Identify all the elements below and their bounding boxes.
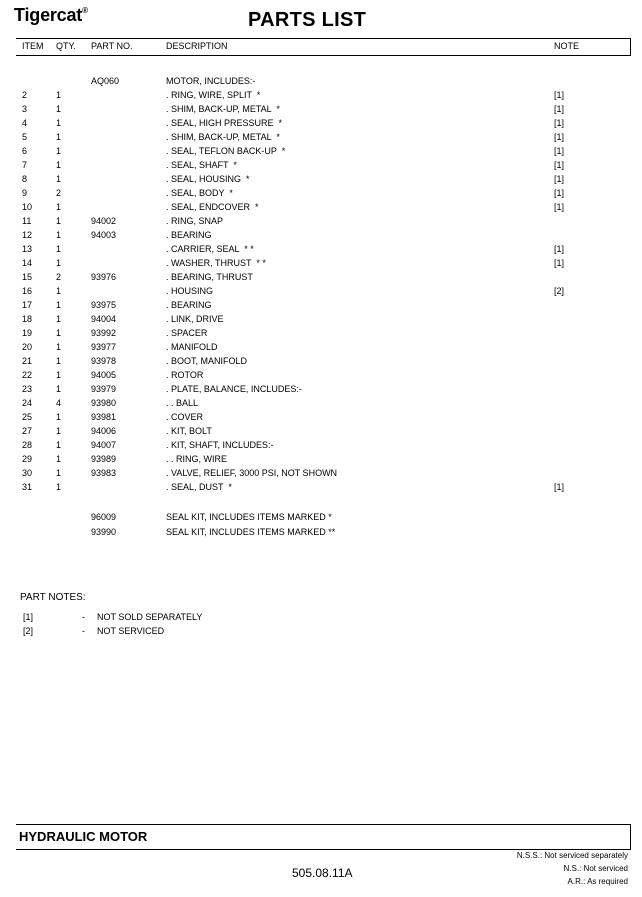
row-item-number: 30 (22, 468, 33, 478)
row-description: . SEAL, ENDCOVER * (166, 202, 259, 212)
row-note: [1] (554, 132, 565, 142)
row-quantity: 1 (56, 314, 62, 324)
table-row (16, 242, 630, 256)
row-item-number: 8 (22, 174, 28, 184)
row-part-number: 93976 (91, 272, 117, 282)
table-row (16, 452, 630, 466)
page-title: PARTS LIST (248, 9, 367, 31)
row-part-number: 94005 (91, 370, 117, 380)
row-quantity: 1 (56, 132, 62, 142)
table-row (16, 256, 630, 270)
row-description: . WASHER, THRUST * * (166, 258, 266, 268)
table-row (16, 312, 630, 326)
row-description: . MANIFOLD (166, 342, 218, 352)
row-item-number: 15 (22, 272, 33, 282)
table-row (16, 74, 630, 88)
row-note: [1] (554, 482, 565, 492)
row-quantity: 1 (56, 244, 62, 254)
row-quantity: 1 (56, 356, 62, 366)
kit-description: SEAL KIT, INCLUDES ITEMS MARKED * (166, 512, 332, 522)
table-row (16, 200, 630, 214)
row-note: [1] (554, 90, 565, 100)
row-part-number: 93975 (91, 300, 117, 310)
table-row (16, 298, 630, 312)
row-description: . ROTOR (166, 370, 204, 380)
row-quantity: 1 (56, 174, 62, 184)
parts-table (16, 74, 630, 494)
row-note: [1] (554, 104, 565, 114)
row-quantity: 1 (56, 202, 62, 212)
row-description: . LINK, DRIVE (166, 314, 224, 324)
table-row (16, 144, 630, 158)
row-description: . CARRIER, SEAL * * (166, 244, 254, 254)
table-row (16, 214, 630, 228)
row-quantity: 1 (56, 482, 62, 492)
registered-mark: ® (82, 6, 88, 15)
column-header-qty: QTY. (56, 41, 76, 51)
column-header-row (16, 38, 631, 56)
row-item-number: 14 (22, 258, 33, 268)
row-description: . PLATE, BALANCE, INCLUDES:- (166, 384, 302, 394)
row-note: [2] (554, 286, 565, 296)
part-note-key: [2] (23, 626, 34, 636)
seal-kits-list (16, 510, 630, 540)
row-quantity: 1 (56, 426, 62, 436)
row-part-number: 93977 (91, 342, 117, 352)
row-quantity: 1 (56, 440, 62, 450)
kit-row (16, 510, 630, 525)
row-item-number: 21 (22, 356, 33, 366)
table-row (16, 326, 630, 340)
row-description: . SHIM, BACK-UP, METAL * (166, 104, 280, 114)
row-item-number: 28 (22, 440, 33, 450)
row-item-number: 12 (22, 230, 33, 240)
row-description: . SEAL, BODY * (166, 188, 233, 198)
kit-description: SEAL KIT, INCLUDES ITEMS MARKED ** (166, 527, 336, 537)
row-quantity: 1 (56, 384, 62, 394)
part-note-text: NOT SOLD SEPARATELY (97, 612, 203, 622)
row-quantity: 4 (56, 398, 62, 408)
row-item-number: 7 (22, 160, 28, 170)
row-item-number: 17 (22, 300, 33, 310)
part-note-text: NOT SERVICED (97, 626, 165, 636)
table-row (16, 116, 630, 130)
row-description: . SEAL, HOUSING * (166, 174, 250, 184)
row-part-number: 93989 (91, 454, 117, 464)
row-note: [1] (554, 174, 565, 184)
row-quantity: 1 (56, 342, 62, 352)
row-quantity: 1 (56, 286, 62, 296)
row-part-number: 94002 (91, 216, 117, 226)
row-item-number: 5 (22, 132, 28, 142)
row-description: . . BALL (166, 398, 199, 408)
column-header-part-no: PART NO. (91, 41, 133, 51)
row-item-number: 23 (22, 384, 33, 394)
row-item-number: 11 (22, 216, 32, 226)
row-item-number: 4 (22, 118, 28, 128)
legend-line: A.R.: As required (567, 877, 628, 886)
row-description: . BEARING (166, 230, 212, 240)
row-note: [1] (554, 244, 565, 254)
row-quantity: 1 (56, 104, 62, 114)
document-number: 505.08.11A (292, 866, 353, 880)
row-quantity: 2 (56, 188, 62, 198)
row-description: . RING, WIRE, SPLIT * (166, 90, 261, 100)
row-quantity: 1 (56, 146, 62, 156)
row-quantity: 1 (56, 328, 62, 338)
row-item-number: 6 (22, 146, 28, 156)
row-part-number: 94007 (91, 440, 117, 450)
row-description: . SEAL, TEFLON BACK-UP * (166, 146, 286, 156)
row-description: . KIT, BOLT (166, 426, 212, 436)
table-row (16, 88, 630, 102)
abbreviation-legend (517, 849, 628, 888)
table-row (16, 270, 630, 284)
row-description: . HOUSING (166, 286, 214, 296)
row-item-number: 22 (22, 370, 33, 380)
row-description: . KIT, SHAFT, INCLUDES:- (166, 440, 274, 450)
row-description: . RING, SNAP (166, 216, 224, 226)
table-row (16, 228, 630, 242)
part-notes-heading: PART NOTES: (20, 592, 86, 603)
row-quantity: 1 (56, 90, 62, 100)
row-quantity: 1 (56, 230, 62, 240)
table-row (16, 130, 630, 144)
row-description: . SHIM, BACK-UP, METAL * (166, 132, 280, 142)
row-part-number: 93978 (91, 356, 117, 366)
row-note: [1] (554, 118, 565, 128)
row-part-number: 93992 (91, 328, 117, 338)
row-description: MOTOR, INCLUDES:- (166, 76, 256, 86)
row-note: [1] (554, 188, 565, 198)
row-description: . . RING, WIRE (166, 454, 228, 464)
row-item-number: 2 (22, 90, 28, 100)
row-description: . BOOT, MANIFOLD (166, 356, 248, 366)
row-note: [1] (554, 202, 565, 212)
row-item-number: 3 (22, 104, 28, 114)
assembly-title: HYDRAULIC MOTOR (19, 829, 148, 844)
row-part-number: 94003 (91, 230, 117, 240)
table-row (16, 368, 630, 382)
table-row (16, 382, 630, 396)
row-item-number: 9 (22, 188, 28, 198)
row-quantity: 1 (56, 454, 62, 464)
row-note: [1] (554, 146, 565, 156)
row-quantity: 1 (56, 216, 62, 226)
row-description: . SEAL, HIGH PRESSURE * (166, 118, 283, 128)
row-item-number: 19 (22, 328, 33, 338)
row-quantity: 1 (56, 258, 62, 268)
tigercat-logo (14, 5, 88, 26)
table-row (16, 410, 630, 424)
part-note-dash: - (82, 612, 85, 622)
table-row (16, 480, 630, 494)
column-header-item: ITEM (22, 41, 44, 51)
row-quantity: 1 (56, 300, 62, 310)
table-row (16, 354, 630, 368)
row-part-number: AQ060 (91, 76, 120, 86)
column-header-description: DESCRIPTION (166, 41, 228, 51)
row-description: . COVER (166, 412, 204, 422)
table-row (16, 158, 630, 172)
part-note-key: [1] (23, 612, 34, 622)
footer-title-box (16, 824, 631, 850)
row-item-number: 10 (22, 202, 33, 212)
table-row (16, 102, 630, 116)
table-row (16, 424, 630, 438)
kit-part-number: 93990 (91, 527, 117, 537)
row-quantity: 1 (56, 160, 62, 170)
row-description: . SEAL, SHAFT * (166, 160, 237, 170)
row-part-number: 94006 (91, 426, 117, 436)
table-row (16, 396, 630, 410)
row-note: [1] (554, 160, 565, 170)
row-quantity: 1 (56, 118, 62, 128)
row-description: . BEARING, THRUST (166, 272, 253, 282)
row-item-number: 13 (22, 244, 33, 254)
table-row (16, 284, 630, 298)
row-quantity: 2 (56, 272, 62, 282)
table-row (16, 466, 630, 480)
row-description: . BEARING (166, 300, 212, 310)
logo-text: Tigercat (14, 5, 83, 25)
row-part-number: 93981 (91, 412, 117, 422)
row-item-number: 16 (22, 286, 33, 296)
kit-row (16, 525, 630, 540)
row-item-number: 25 (22, 412, 33, 422)
row-description: . VALVE, RELIEF, 3000 PSI, NOT SHOWN (166, 468, 338, 478)
part-note-dash: - (82, 626, 85, 636)
column-header-note: NOTE (554, 41, 580, 51)
table-row (16, 186, 630, 200)
row-description: . SPACER (166, 328, 208, 338)
row-item-number: 24 (22, 398, 33, 408)
row-item-number: 31 (22, 482, 33, 492)
row-quantity: 1 (56, 370, 62, 380)
row-item-number: 20 (22, 342, 33, 352)
row-part-number: 93980 (91, 398, 117, 408)
row-item-number: 18 (22, 314, 33, 324)
row-quantity: 1 (56, 468, 62, 478)
legend-line: N.S.S.: Not serviced separately (516, 851, 628, 860)
legend-line: N.S.: Not serviced (563, 864, 628, 873)
kit-part-number: 96009 (91, 512, 117, 522)
table-row (16, 172, 630, 186)
row-item-number: 29 (22, 454, 33, 464)
row-part-number: 93983 (91, 468, 117, 478)
row-item-number: 27 (22, 426, 33, 436)
row-part-number: 93979 (91, 384, 117, 394)
row-part-number: 94004 (91, 314, 117, 324)
table-row (16, 438, 630, 452)
row-description: . SEAL, DUST * (166, 482, 232, 492)
row-quantity: 1 (56, 412, 62, 422)
table-row (16, 340, 630, 354)
row-note: [1] (554, 258, 565, 268)
